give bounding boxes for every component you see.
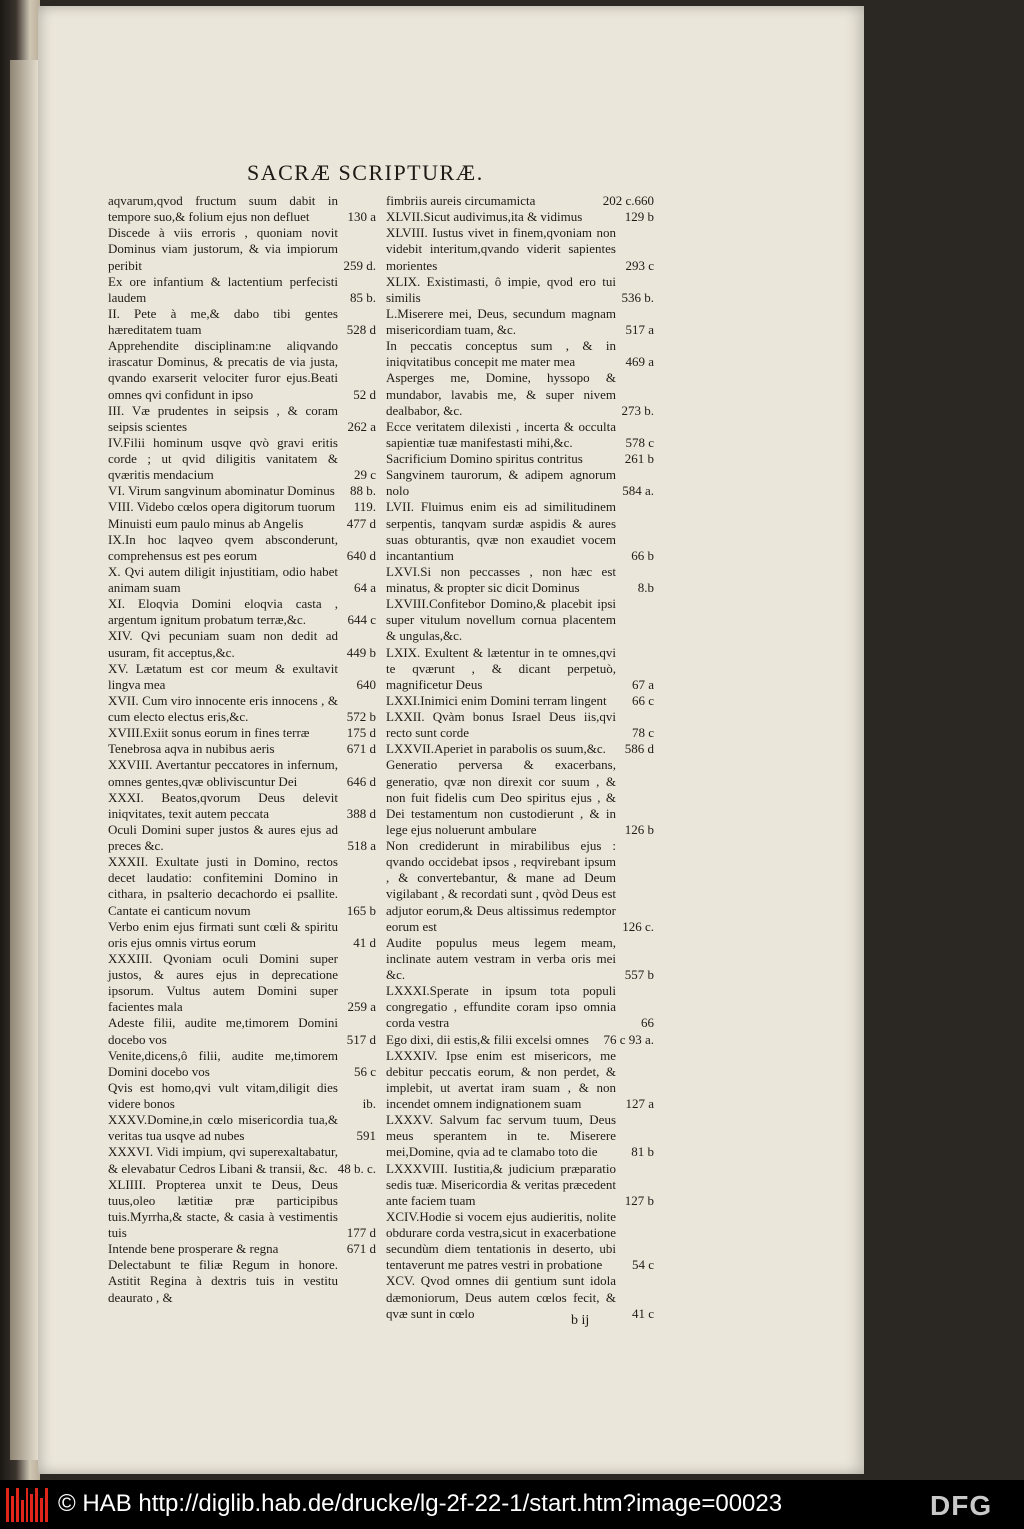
entry-page-ref: 8.b — [637, 580, 654, 595]
entry-text: XCV. Qvod omnes dii gentium sunt idola dæmoniorum, Deus autem cœlos fecit, & qvæ sunt in cœlo — [386, 1273, 616, 1321]
entry-page-ref: 202 c.660 — [602, 193, 654, 208]
entry-page-ref: 591 — [356, 1128, 376, 1144]
entry-page-ref: 66 b — [631, 547, 654, 563]
entry-page-ref: 78 c — [631, 725, 654, 741]
entry-text: XLIIII. Propterea unxit te Deus, Deus tuus,oleo lætitiæ præ participibus tuis.Myrrha,& stacte, & casia à vestimentis tuis — [108, 1176, 338, 1240]
entry-text: In peccatis conceptus sum , & in iniqvitatibus concepit me mater mea — [386, 338, 616, 370]
entry-page-ref: 76 c 93 a. — [603, 1031, 654, 1047]
index-entry — [386, 838, 654, 935]
entry-text: XXVIII. Avertantur peccatores in infernum, omnes gentes,qvæ obliviscuntur Dei — [108, 757, 338, 789]
entry-text: XV. Lætatum est cor meum & exultavit lingva mea — [108, 660, 338, 692]
index-entry — [386, 935, 654, 983]
entry-text: Delectabunt te filiæ Regum in honore. Astitit Regina à dextris tuis in vestitu deaurato , & — [108, 1257, 338, 1305]
index-entry — [108, 1144, 376, 1176]
index-entry — [108, 532, 376, 564]
entry-text: LXXXIV. Ipse enim est misericors, me debitur peccatis eorum, & non perdet, & implebit, ut avertat iram suam , & non incendet omnem indignationem suam — [386, 1047, 616, 1111]
signature-mark: b ij — [571, 1313, 590, 1328]
entry-page-ref: 671 d — [346, 1241, 376, 1257]
entry-text: Oculi Domini super justos & aures ejus ad preces &c. — [108, 821, 338, 853]
index-entry — [386, 1112, 654, 1160]
entry-page-ref: 557 b — [624, 967, 654, 982]
entry-text: aqvarum,qvod fructum suum dabit in tempore suo,& folium ejus non defluet — [108, 193, 338, 225]
entry-page-ref: 119. — [353, 499, 376, 515]
entry-text: LXXVII.Aperiet in parabolis os suum,&c. — [386, 741, 606, 757]
index-entry — [386, 596, 654, 644]
entry-text: LXXII. Qvàm bonus Israel Deus iis,qvi recto sunt corde — [386, 709, 616, 741]
index-entry — [108, 628, 376, 660]
index-entry — [386, 306, 654, 338]
entry-text: Verbo enim ejus firmati sunt cœli & spiritu oris ejus omnis virtus eorum — [108, 918, 338, 950]
entry-page-ref: 29 c — [353, 467, 376, 483]
entry-text: LXXI.Inimici enim Domini terram lingent — [386, 692, 607, 708]
entry-page-ref: 469 a — [625, 354, 654, 370]
index-entry — [108, 403, 376, 435]
entry-page-ref: 518 a — [347, 838, 376, 853]
entry-text: LXXXV. Salvum fac servum tuum, Deus meus sperantem in te. Miserere mei,Domine, qvia ad te clamabo toto die — [386, 1112, 616, 1160]
index-entry — [386, 225, 654, 273]
entry-text: XVIII.Exiit sonus eorum in fines terræ — [108, 725, 310, 741]
entry-page-ref: 640 d — [346, 547, 376, 563]
entry-text: IV.Filii hominum usqve qvò gravi eritis corde ; ut qvid diligitis vanitatem & qværitis mendacium — [108, 434, 338, 483]
entry-text: fimbriis aureis circumamicta — [386, 193, 536, 208]
index-entry — [108, 1015, 376, 1047]
index-entry — [108, 725, 376, 741]
entry-text: LXVI.Si non peccasses , non hæc est minatus, & propter sic dicit Dominus — [386, 563, 616, 595]
hab-logo-icon — [6, 1488, 48, 1522]
entry-text: Intende bene prosperare & regna — [108, 1241, 279, 1257]
entry-page-ref: 127 a — [625, 1096, 654, 1111]
index-entry — [108, 435, 376, 483]
entry-page-ref: 67 a — [631, 676, 654, 692]
entry-page-ref: 586 d — [624, 741, 654, 757]
entry-text: Generatio perversa & exacerbans, generatio, qvæ non direxit cor suum , & non fuit fidelis cum Deo spiritus ejus , & Dei testamentum non custodierunt , & in lege ejus noluerunt ambulare — [386, 757, 616, 837]
entry-text: Discede à viis erroris , quoniam novit Dominus viam justorum, & via impiorum peribit — [108, 225, 338, 273]
index-entry — [108, 790, 376, 822]
entry-page-ref: 261 b — [624, 451, 654, 466]
index-entry — [386, 274, 654, 306]
entry-page-ref: 259 d. — [343, 257, 376, 273]
index-entry — [386, 645, 654, 693]
index-entry — [108, 757, 376, 789]
left-column — [108, 193, 376, 1306]
index-entry — [386, 209, 654, 225]
index-entry — [108, 225, 376, 273]
index-entry — [108, 854, 376, 919]
entry-page-ref: 640 — [356, 676, 376, 692]
index-entry — [386, 193, 654, 209]
entry-text: XVII. Cum viro innocente eris innocens , & cum electo electus eris,&c. — [108, 692, 338, 724]
right-column — [386, 193, 654, 1322]
entry-page-ref: 66 c — [631, 692, 654, 708]
index-entry — [108, 951, 376, 1016]
entry-page-ref: 259 a — [347, 999, 376, 1015]
entry-page-ref: 517 a — [625, 322, 654, 337]
entry-page-ref: 64 a — [353, 580, 376, 595]
entry-text: Non crediderunt in mirabilibus ejus : qvando occidebat ipsos , reqvirebant ipsum , & convertebantur, & mane ad Deum vigilabant , & recordati sunt , qvòd Deus est adjutor eorum,& Deus altissimus redemptor eorum est — [386, 838, 616, 934]
index-entry — [108, 338, 376, 403]
index-entry — [108, 1080, 376, 1112]
index-entry — [108, 741, 376, 757]
entry-page-ref: 165 b — [346, 902, 376, 918]
entry-text: Adeste filii, audite me,timorem Domini docebo vos — [108, 1015, 338, 1047]
entry-text: Ego dixi, dii estis,& filii excelsi omnes — [386, 1031, 589, 1047]
entry-text: XLVIII. Iustus vivet in finem,qvoniam non videbit interitum,qvando viderit sapientes morientes — [386, 225, 616, 273]
entry-text: XCIV.Hodie si vocem ejus audieritis, nolite obdurare corda vestra,sicut in exacerbatione secundùm diem tentationis in deserto, ubi tentaverunt me patres vestri in probatione — [386, 1208, 616, 1273]
entry-page-ref: 449 b — [346, 644, 376, 660]
entry-page-ref: 536 b. — [621, 289, 654, 305]
dfg-logo: DFG — [930, 1490, 993, 1521]
index-entry — [108, 306, 376, 338]
index-entry — [108, 693, 376, 725]
index-entry — [108, 1112, 376, 1144]
entry-page-ref: 477 d — [346, 515, 376, 531]
entry-text: L.Miserere mei, Deus, secundum magnam misericordiam tuam, &c. — [386, 305, 616, 337]
index-entry — [386, 1048, 654, 1113]
entry-page-ref: 572 b — [346, 709, 376, 724]
entry-text: III. Væ prudentes in seipsis , & coram seipsis scientes — [108, 402, 338, 434]
index-entry — [386, 451, 654, 467]
entry-text: LXVIII.Confitebor Domino,& placebit ipsi super vitulum novellum cornua placentem & ungulas,&c. — [386, 596, 616, 644]
entry-text: VIII. Videbo cœlos opera digitorum tuorum — [108, 499, 336, 515]
entry-page-ref: 293 c — [625, 257, 654, 273]
index-entry — [386, 370, 654, 418]
entry-page-ref: 177 d — [346, 1225, 376, 1240]
entry-page-ref: 41 d — [353, 934, 376, 950]
entry-text: XIV. Qvi pecuniam suam non dedit ad usuram, fit acceptus,&c. — [108, 628, 338, 660]
entry-text: Qvis est homo,qvi vult vitam,diligit dies videre bonos — [108, 1079, 338, 1111]
index-entry — [386, 467, 654, 499]
index-entry — [108, 564, 376, 596]
entry-text: Venite,dicens,ô filii, audite me,timorem Domini docebo vos — [108, 1047, 338, 1079]
entry-text: XI. Eloqvia Domini eloqvia casta , argentum ignitum probatum terræ,&c. — [108, 596, 338, 628]
entry-text: Tenebrosa aqva in nubibus aeris — [108, 741, 275, 757]
entry-page-ref: 54 c — [631, 1257, 654, 1273]
entry-page-ref: 127 b — [624, 1192, 654, 1208]
index-entry — [386, 693, 654, 709]
entry-page-ref: 273 b. — [621, 402, 654, 418]
entry-page-ref: 584 a. — [622, 483, 654, 499]
index-entry — [386, 1209, 654, 1274]
entry-page-ref: 129 b — [624, 209, 654, 225]
entry-text: IX.In hoc laqveo qvem absconderunt, comprehensus est pes eorum — [108, 531, 338, 563]
copyright-url: © HAB http://diglib.hab.de/drucke/lg-2f-22-1/start.htm?image=00023 — [58, 1490, 783, 1517]
index-entry — [386, 741, 654, 757]
entry-page-ref: 175 d — [346, 725, 376, 741]
entry-text: Sangvinem taurorum, & adipem agnorum nolo — [386, 467, 616, 499]
entry-page-ref: 262 a — [347, 418, 376, 434]
entry-page-ref: 56 c — [353, 1063, 376, 1079]
entry-text: XLVII.Sicut audivimus,ita & vidimus — [386, 209, 583, 225]
entry-page-ref: 671 d — [346, 741, 376, 757]
index-entry — [108, 1177, 376, 1242]
entry-page-ref: 52 d — [353, 386, 376, 402]
entry-text: Ex ore infantium & lactentium perfecisti laudem — [108, 273, 338, 305]
entry-text: Audite populus meus legem meam, inclinate autem vestram in verba oris mei &c. — [386, 934, 616, 982]
entry-text: XXXV.Domine,in cœlo misericordia tua,& veritas tua usqve ad nubes — [108, 1112, 338, 1144]
entry-page-ref: 81 b — [631, 1144, 654, 1160]
index-entry — [108, 1048, 376, 1080]
entry-page-ref: 88 b. — [350, 483, 376, 499]
index-entry — [108, 193, 376, 225]
entry-page-ref: 130 a — [347, 209, 376, 225]
entry-text: XLIX. Existimasti, ô impie, qvod ero tui similis — [386, 273, 616, 305]
entry-text: Apprehendite disciplinam:ne aliqvando irascatur Dominus, & precatis de via justa, qvando exarserit velociter furor ejus.Beati omnes qvi confidunt in ipso — [108, 338, 338, 402]
entry-page-ref: 41 c — [631, 1305, 654, 1321]
facing-page-sheet — [10, 60, 38, 1460]
index-entry — [386, 1273, 654, 1321]
entry-text: XXXI. Beatos,qvorum Deus delevit iniqvitates, texit autem peccata — [108, 789, 338, 821]
index-entry — [108, 822, 376, 854]
index-entry — [386, 564, 654, 596]
entry-text: LVII. Fluimus enim eis ad similitudinem serpentis, tanqvam surdæ aspidis & aures suas obturantis, qvæ non exaudiet vocem incantantium — [386, 499, 616, 563]
entry-page-ref: 126 c. — [622, 918, 654, 934]
entry-page-ref: 644 c — [347, 612, 376, 628]
running-head: SACRÆ SCRIPTURÆ. — [247, 160, 484, 185]
entry-page-ref: 126 b — [624, 821, 654, 837]
entry-text: Ecce veritatem dilexisti , incerta & occulta sapientiæ tuæ manifestasti mihi,&c. — [386, 418, 616, 450]
entry-page-ref: 85 b. — [350, 289, 376, 305]
index-entry — [386, 338, 654, 370]
entry-page-ref: 528 d — [346, 322, 376, 337]
entry-text: Minuisti eum paulo minus ab Angelis — [108, 515, 304, 531]
index-entry — [386, 757, 654, 838]
entry-page-ref: 578 c — [625, 434, 654, 450]
index-entry — [108, 499, 376, 515]
entry-text: XXXII. Exultate justi in Domino, rectos decet laudatio: confitemini Domino in cithara, in psalterio decachordo ei psallite. Cantate ei canticum novum — [108, 854, 338, 918]
entry-page-ref: 517 d — [346, 1031, 376, 1047]
index-entry — [108, 661, 376, 693]
index-entry — [386, 499, 654, 564]
entry-text: Sacrificium Domino spiritus contritus — [386, 451, 583, 466]
entry-page-ref: 388 d — [346, 805, 376, 821]
index-entry — [386, 419, 654, 451]
entry-text: II. Pete à me,& dabo tibi gentes hæreditatem tuam — [108, 305, 338, 337]
index-entry — [108, 596, 376, 628]
index-entry — [108, 1257, 376, 1305]
index-entry — [108, 1241, 376, 1257]
entry-page-ref: 48 b. c. — [337, 1160, 376, 1176]
entry-page-ref: ib. — [362, 1096, 376, 1111]
entry-text: LXXXI.Sperate in ipsum tota populi congregatio , effundite coram ipso omnia corda vestra — [386, 983, 616, 1031]
entry-text: LXXXVIII. Iustitia,& judicium præparatio sedis tuæ. Misericordia & veritas præcedent ante faciem tuam — [386, 1160, 616, 1208]
index-entry — [108, 274, 376, 306]
entry-text: Asperges me, Domine, hyssopo & mundabor, lavabis me, & super nivem dealbabor, &c. — [386, 370, 616, 418]
entry-text: XXXVI. Vidi impium, qvi superexaltabatur, & elevabatur Cedros Libani & transii, &c. — [108, 1144, 338, 1176]
entry-page-ref: 66 — [641, 1015, 654, 1031]
index-entry — [108, 483, 376, 499]
index-entry — [108, 919, 376, 951]
index-entry — [386, 1032, 654, 1048]
index-entry — [386, 709, 654, 741]
entry-text: LXIX. Exultent & lætentur in te omnes,qvi te qværunt , & dicant perpetuò, magnificetur Deus — [386, 644, 616, 692]
index-entry — [386, 1161, 654, 1209]
index-entry — [386, 983, 654, 1031]
entry-page-ref: 646 d — [346, 773, 376, 789]
index-entry — [108, 516, 376, 532]
entry-text: XXXIII. Qvoniam oculi Domini super justos, & aures ejus in deprecatione ipsorum. Vultus autem Domini super facientes mala — [108, 950, 338, 1015]
entry-text: X. Qvi autem diligit injustitiam, odio habet animam suam — [108, 563, 338, 595]
entry-text: VI. Virum sangvinum abominatur Dominus — [108, 483, 335, 499]
